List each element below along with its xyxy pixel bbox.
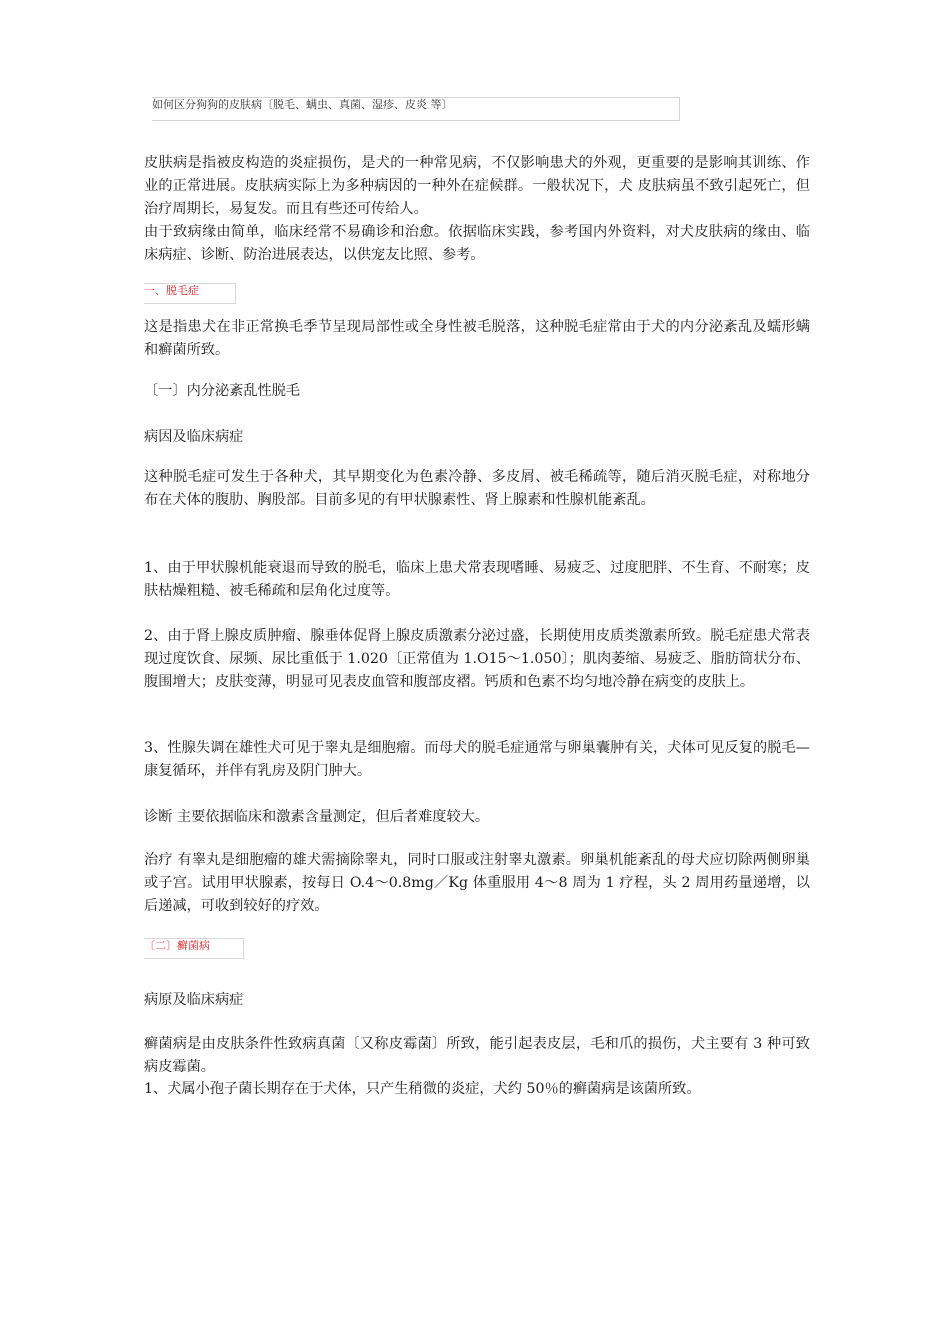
section-1-item-1: 1、由于甲状腺机能衰退而导致的脱毛，临床上患犬常表现嗜睡、易疲乏、过度肥胖、不生育、不耐寒；皮肤枯燥粗糙、被毛稀疏和层角化过度等。 (144, 560, 810, 599)
section-1-diagnosis: 诊断 主要依据临床和激素含量测定，但后者难度较大。 (144, 809, 490, 825)
section-2-cause-title: 病原及临床病症 (144, 992, 244, 1008)
document-title-box (152, 97, 680, 121)
section-2-item-1: 1、犬属小孢子菌长期存在于犬体，只产生稍微的炎症，犬约 50％的癣菌病是该菌所致。 (144, 1081, 701, 1097)
section-1-cause-title: 病因及临床病症 (144, 429, 244, 445)
intro-paragraph-1: 皮肤病是指被皮构造的炎症损伤，是犬的一种常见病，不仅影响患犬的外观，更重要的是影响其训练、作业的正常进展。皮肤病实际上为多种病因的一种外在症候群。一般状况下，犬 皮肤病虽不致引起死亡，但治疗周期长，易复发。而且有些还可传给人。 (144, 155, 810, 217)
section-2-heading-box (144, 938, 244, 959)
section-2-heading: 〔二〕癣菌病 (144, 939, 210, 952)
section-1-description: 这是指患犬在非正常换毛季节呈现局部性或全身性被毛脱落，这种脱毛症常由于犬的内分泌紊乱及蠕形螨和癣菌所致。 (144, 319, 810, 358)
subsection-1-title: 〔一〕内分泌紊乱性脱毛 (144, 383, 301, 399)
intro-paragraph-2: 由于致病缘由简单，临床经常不易确诊和治愈。依据临床实践，参考国内外资料，对犬皮肤病的缘由、临床病症、诊断、防治进展表达，以供宠友比照、参考。 (144, 224, 810, 263)
section-1-item-2: 2、由于肾上腺皮质肿瘤、腺垂体促肾上腺皮质激素分泌过盛，长期使用皮质类激素所致。脱毛症患犬常表现过度饮食、尿频、尿比重低于 1.020〔正常值为 1.O15～1.050〕；肌肉萎缩、易疲乏、脂肪筒状分布、腹围增大；皮肤变薄，明显可见表皮血管和腹部皮褶。钙质和色素不均匀地冷静在病变的皮肤上。 (144, 628, 810, 690)
section-1-heading-box (144, 283, 236, 304)
document-title: 如何区分狗狗的皮肤病〔脱毛、螨虫、真菌、湿疹、皮炎 等〕 (152, 98, 453, 111)
section-1-treatment: 治疗 有睾丸是细胞瘤的雄犬需摘除睾丸，同时口服或注射睾丸激素。卵巢机能紊乱的母犬应切除两侧卵巢或子宫。试用甲状腺素，按每日 O.4～0.8mg／Kg 体重服用 4～8 周为 1 疗程，头 2 周用药量递增，以后递减，可收到较好的疗效。 (144, 852, 810, 914)
section-1-heading: 一、脱毛症 (144, 284, 199, 297)
section-2-cause-text: 癣菌病是由皮肤条件性致病真菌〔又称皮霉菌〕所致，能引起表皮层，毛和爪的损伤，犬主要有 3 种可致病皮霉菌。 (144, 1036, 810, 1075)
section-1-cause-text: 这种脱毛症可发生于各种犬，其早期变化为色素冷静、多皮屑、被毛稀疏等，随后消灭脱毛症，对称地分布在犬体的腹肋、胸股部。目前多见的有甲状腺素性、肾上腺素和性腺机能紊乱。 (144, 469, 810, 508)
section-1-item-3: 3、性腺失调在雄性犬可见于睾丸是细胞瘤。而母犬的脱毛症通常与卵巢囊肿有关，犬体可见反复的脱毛—康复循环，并伴有乳房及阴门肿大。 (144, 740, 810, 779)
